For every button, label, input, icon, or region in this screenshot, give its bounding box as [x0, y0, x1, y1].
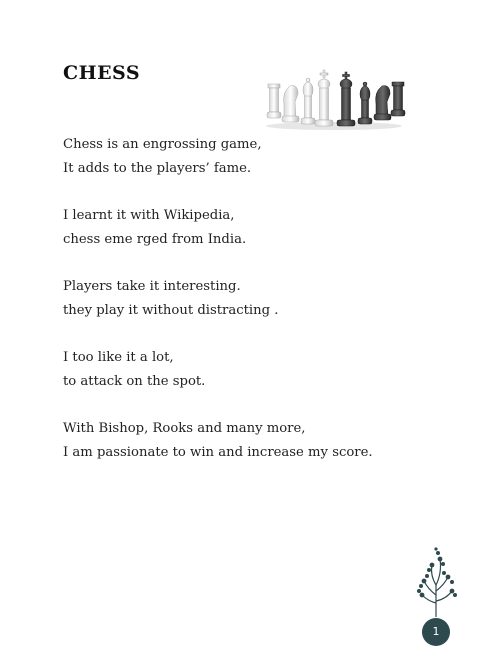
- stanza: [63, 204, 443, 252]
- chess-pieces-icon: [262, 68, 406, 134]
- poem: [63, 133, 443, 488]
- poem-line: I am passionate to win and increase my score.: [63, 445, 373, 460]
- poem-line: chess eme rged from India.: [63, 232, 247, 247]
- stanza: [63, 346, 443, 394]
- stanza: [63, 275, 443, 323]
- poem-line: they play it without distracting .: [63, 303, 279, 318]
- poem-line: Chess is an engrossing game,: [63, 137, 262, 152]
- page-title: CHESS: [63, 62, 141, 84]
- plant-sprig-icon: [414, 545, 460, 617]
- poem-line: I learnt it with Wikipedia,: [63, 208, 235, 223]
- poem-line: With Bishop, Rooks and many more,: [63, 421, 306, 436]
- poem-line: It adds to the players’ fame.: [63, 161, 252, 176]
- stanza: [63, 417, 443, 465]
- poem-line: I too like it a lot,: [63, 350, 174, 365]
- poem-line: Players take it interesting.: [63, 279, 241, 294]
- stanza: [63, 133, 443, 181]
- page-number-badge: 1: [422, 618, 450, 646]
- poem-line: to attack on the spot.: [63, 374, 206, 389]
